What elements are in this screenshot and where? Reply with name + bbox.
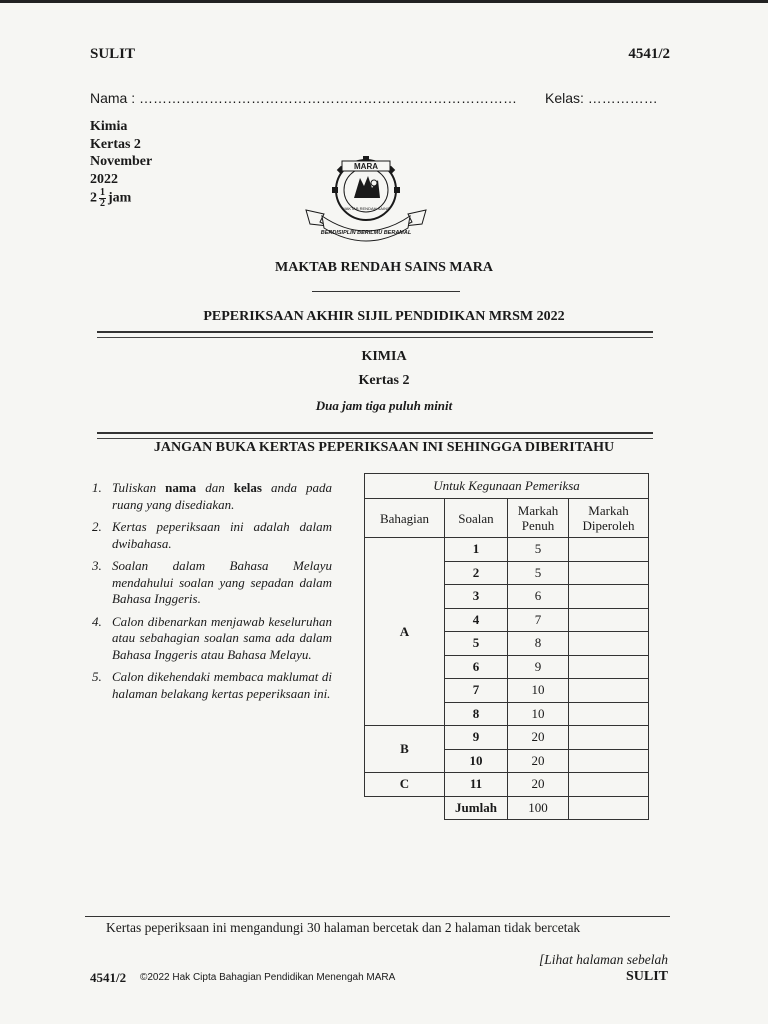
score-cell[interactable]: [569, 773, 649, 797]
score-cell[interactable]: [569, 749, 649, 773]
score-cell[interactable]: [569, 585, 649, 609]
name-field[interactable]: Nama : ………………………………………………………………………: [90, 90, 518, 106]
exam-month: November: [90, 154, 153, 169]
class-field[interactable]: Kelas: ……………: [545, 90, 658, 106]
section-c: C: [365, 773, 445, 797]
divider: [312, 291, 460, 292]
table-row: 6 9: [365, 655, 649, 679]
classification-label: SULIT: [90, 46, 136, 62]
exam-duration: [90, 188, 152, 209]
copyright-text: ©2022 Hak Cipta Bahagian Pendidikan Menengah MARA: [140, 972, 396, 983]
exam-year: 2022: [90, 171, 118, 187]
total-score-cell[interactable]: [569, 796, 649, 820]
subject-paper: Kertas 2: [90, 136, 141, 152]
instruction-item: 3. Soalan dalam Bahasa Melayu mendahului soalan yang sepadan dalam Bahasa Inggeris.: [92, 558, 332, 606]
paper-subject: KIMIA: [361, 349, 407, 364]
table-row: B 9 20: [365, 726, 649, 750]
divider: [97, 331, 653, 338]
logo-ribbon-text: BERDISIPLIN BERILMU BERAMAL: [320, 230, 412, 236]
table-row: 7 10: [365, 679, 649, 703]
mara-logo-icon: [302, 150, 430, 250]
table-row: 3 6: [365, 585, 649, 609]
divider: [97, 432, 653, 439]
total-label: Jumlah: [445, 796, 508, 820]
total-value: 100: [508, 796, 569, 820]
duration-unit: jam: [108, 190, 132, 206]
section-a: A: [365, 538, 445, 726]
duration-fraction: [99, 188, 106, 209]
score-cell[interactable]: [569, 679, 649, 703]
header-soalan: Soalan: [445, 499, 508, 538]
table-row: C 11 20: [365, 773, 649, 797]
table-row: A 1 5: [365, 538, 649, 562]
instruction-item: 4. Calon dibenarkan menjawab keseluruhan atau sebahagian soalan sama ada dalam Bahasa Inggeris atau Bahasa Melayu.: [92, 613, 332, 662]
paper-number: Kertas 2: [358, 373, 410, 388]
page-count-note: Kertas peperiksaan ini mengandungi 30 halaman bercetak dan 2 halaman tidak bercetak: [106, 920, 581, 935]
paper-code: 4541/2: [628, 46, 670, 62]
score-cell[interactable]: [569, 632, 649, 656]
header-markah-diperoleh: Markah Diperoleh: [569, 499, 649, 538]
total-row: [365, 796, 649, 820]
score-cell[interactable]: [569, 655, 649, 679]
duration-numerator: 1: [100, 187, 105, 198]
school-name: MAKTAB RENDAH SAINS MARA: [275, 260, 493, 275]
instruction-item: 1. Tuliskan nama dan kelas anda pada ruang yang disediakan.: [92, 480, 332, 512]
table-row: 4 7: [365, 608, 649, 632]
table-caption: Untuk Kegunaan Pemeriksa: [365, 474, 649, 499]
warning-text: JANGAN BUKA KERTAS PEPERIKSAAN INI SEHINGGA DIBERITAHU: [153, 440, 615, 455]
examiner-table: [364, 473, 649, 820]
subject-block: [90, 118, 152, 209]
duration-denominator: 2: [100, 198, 105, 209]
divider: [85, 916, 670, 917]
section-b: B: [365, 726, 445, 773]
instruction-item: 2. Kertas peperiksaan ini adalah dalam dwibahasa.: [92, 519, 332, 551]
score-cell[interactable]: [569, 538, 649, 562]
table-row: 5 8: [365, 632, 649, 656]
duration-whole: 2: [90, 190, 97, 206]
paper-duration: Dua jam tiga puluh minit: [315, 398, 453, 413]
top-border: [0, 0, 768, 3]
footer-paper-code: 4541/2: [90, 970, 127, 985]
score-cell[interactable]: [569, 561, 649, 585]
instruction-list: [92, 480, 332, 708]
table-row: 8 10: [365, 702, 649, 726]
footer-classification: SULIT: [625, 969, 668, 984]
subject-name: Kimia: [90, 119, 128, 134]
header-markah-penuh: Markah Penuh: [508, 499, 569, 538]
score-cell[interactable]: [569, 726, 649, 750]
logo-top-text: MARA: [354, 162, 378, 171]
score-cell[interactable]: [569, 702, 649, 726]
exam-title: PEPERIKSAAN AKHIR SIJIL PENDIDIKAN MRSM 2022: [203, 309, 565, 324]
header-bahagian: Bahagian: [365, 499, 445, 538]
logo-ring-text: MAKTAB RENDAH SAINS: [342, 206, 390, 211]
table-row: 2 5: [365, 561, 649, 585]
score-cell[interactable]: [569, 608, 649, 632]
instruction-item: 5. Calon dikehendaki membaca maklumat di halaman belakang kertas peperiksaan ini.: [92, 669, 332, 701]
table-row: 10 20: [365, 749, 649, 773]
next-page-note: [Lihat halaman sebelah: [538, 952, 668, 967]
